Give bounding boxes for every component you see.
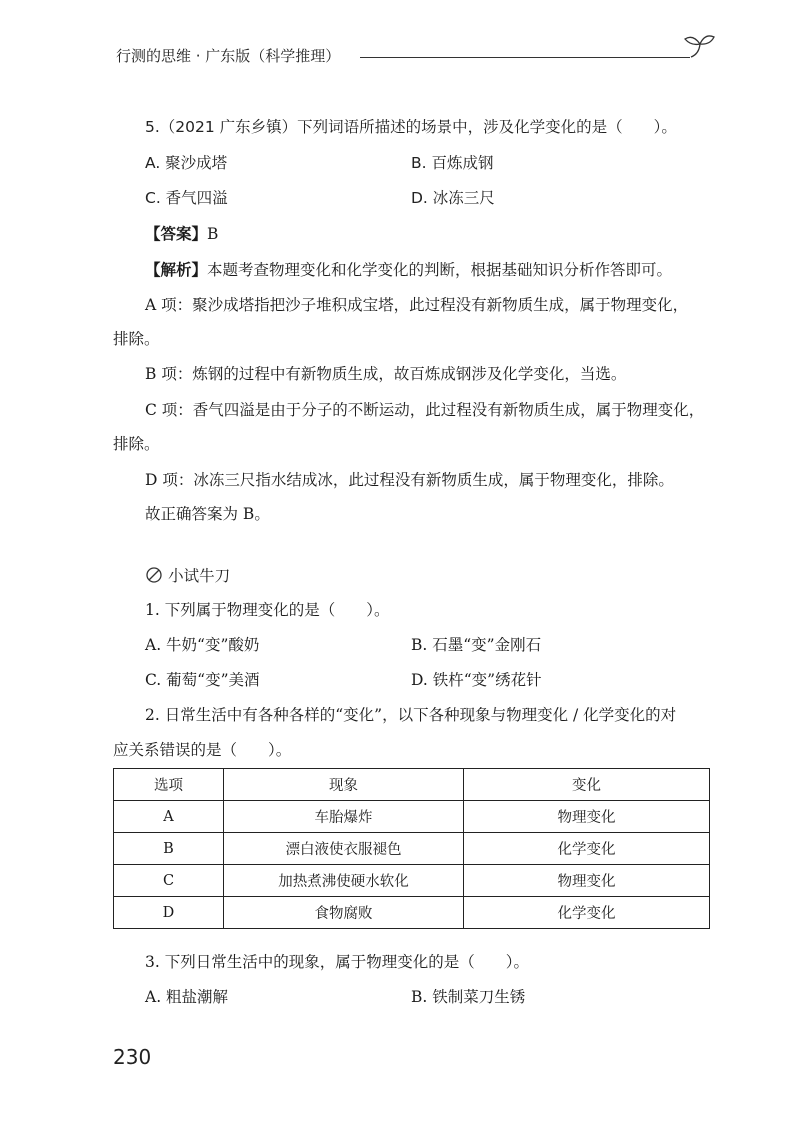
table-cell: 化学变化 (464, 897, 710, 929)
table-header-cell: 选项 (114, 769, 224, 801)
pencil-icon (145, 566, 163, 584)
table-cell: 物理变化 (464, 801, 710, 833)
analysis-conclusion: 故正确答案为 B。 (145, 505, 270, 523)
q3-stem: 3. 下列日常生活中的现象，属于物理变化的是（ ）。 (145, 953, 529, 971)
table-row (114, 865, 710, 897)
answer-label: 【答案】 (145, 225, 208, 243)
q3-option-a: A. 粗盐潮解 (145, 988, 229, 1006)
q5-option-d: D. 冰冻三尺 (411, 189, 495, 207)
table-cell: 加热煮沸使硬水软化 (224, 865, 464, 897)
q1-option-c: C. 葡萄“变”美酒 (145, 671, 260, 689)
running-header-title: 行测的思维 · 广东版（科学推理） (116, 47, 341, 65)
table-header-cell: 变化 (464, 769, 710, 801)
analysis-intro: 本题考查物理变化和化学变化的判断，根据基础知识分析作答即可。 (207, 261, 673, 279)
section-title: 小试牛刀 (168, 567, 231, 585)
q1-stem: 1. 下列属于物理变化的是（ ）。 (145, 601, 390, 619)
analysis-b-line: B 项：炼钢的过程中有新物质生成，故百炼成钢涉及化学变化，当选。 (145, 365, 627, 383)
table-cell: D (114, 897, 224, 929)
page-number: 230 (113, 1045, 152, 1069)
practice-section-heading (145, 564, 230, 586)
sprout-icon (683, 30, 717, 60)
analysis-c-line1: C 项：香气四溢是由于分子的不断运动，此过程没有新物质生成，属于物理变化， (145, 401, 705, 419)
analysis-label: 【解析】 (145, 261, 208, 279)
table-header-cell: 现象 (224, 769, 464, 801)
q2-stem-line2: 应关系错误的是（ ）。 (113, 741, 292, 759)
header-rule (360, 57, 690, 58)
q1-option-d: D. 铁杵“变”绣花针 (411, 671, 542, 689)
q2-stem-line1: 2. 日常生活中有各种各样的“变化”，以下各种现象与物理变化 / 化学变化的对 (145, 706, 677, 724)
q5-stem: 5.（2021 广东乡镇）下列词语所描述的场景中，涉及化学变化的是（ ）。 (145, 118, 677, 136)
table-cell: 漂白液使衣服褪色 (224, 833, 464, 865)
answer-value: B (207, 225, 219, 243)
q5-analysis (145, 258, 672, 280)
q1-option-b: B. 石墨“变”金刚石 (411, 636, 542, 654)
table-cell: A (114, 801, 224, 833)
q5-answer (145, 222, 218, 244)
q5-option-c: C. 香气四溢 (145, 189, 228, 207)
q2-table (113, 768, 710, 929)
table-cell: C (114, 865, 224, 897)
analysis-a-line2: 排除。 (113, 330, 160, 348)
analysis-d-line: D 项：冰冻三尺指水结成冰，此过程没有新物质生成，属于物理变化，排除。 (145, 471, 674, 489)
table-row (114, 897, 710, 929)
table-cell: 车胎爆炸 (224, 801, 464, 833)
table-cell: B (114, 833, 224, 865)
table-cell: 化学变化 (464, 833, 710, 865)
q5-option-b: B. 百炼成钢 (411, 154, 494, 172)
table-cell: 物理变化 (464, 865, 710, 897)
q3-option-b: B. 铁制菜刀生锈 (411, 988, 526, 1006)
q1-option-a: A. 牛奶“变”酸奶 (145, 636, 260, 654)
analysis-c-line2: 排除。 (113, 435, 160, 453)
q5-option-a: A. 聚沙成塔 (145, 154, 228, 172)
analysis-a-line1: A 项：聚沙成塔指把沙子堆积成宝塔，此过程没有新物质生成，属于物理变化， (145, 296, 689, 314)
table-row (114, 833, 710, 865)
table-cell: 食物腐败 (224, 897, 464, 929)
table-row (114, 801, 710, 833)
table-header-row (114, 769, 710, 801)
